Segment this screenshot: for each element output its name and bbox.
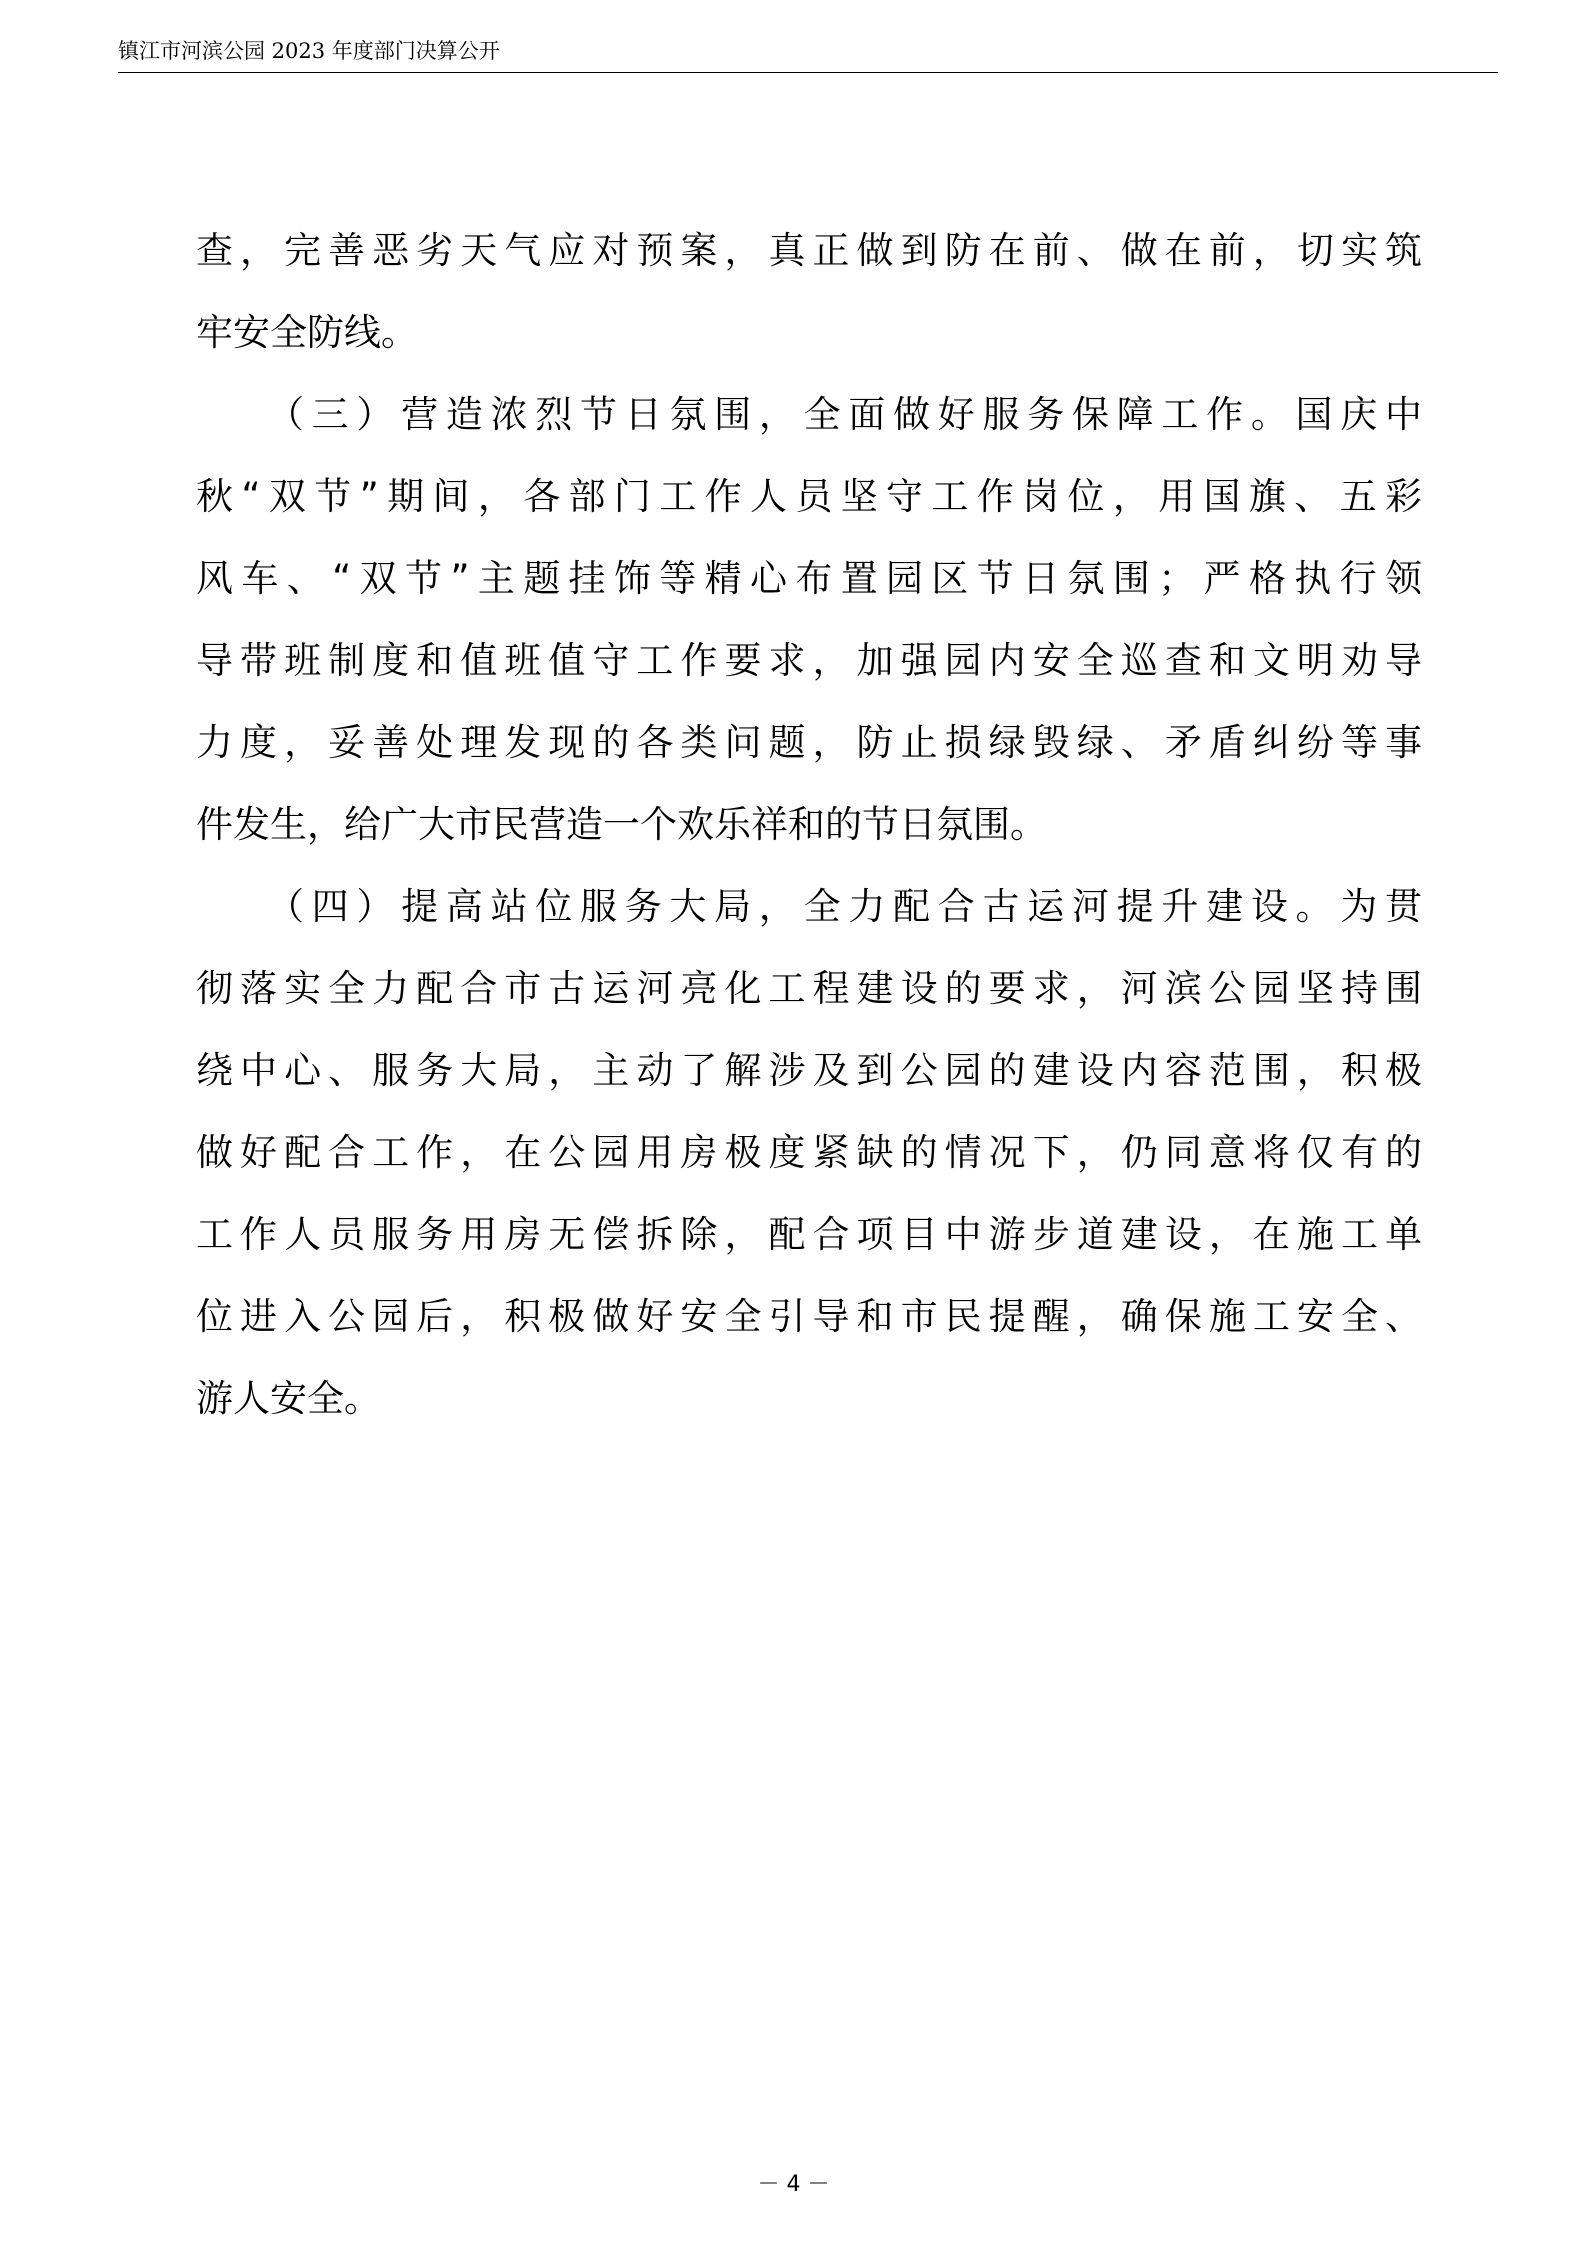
body-line: 导带班制度和值班值守工作要求，加强园内安全巡查和文明劝导 <box>196 639 1422 682</box>
body-line: 秋“双节”期间，各部门工作人员坚守工作岗位，用国旗、五彩 <box>196 475 1422 518</box>
body-line: 做好配合工作，在公园用房极度紧缺的情况下，仍同意将仅有的 <box>196 1131 1422 1174</box>
page-header <box>118 32 1498 73</box>
body-line: 游人安全。 <box>196 1377 381 1420</box>
body-line: （三）营造浓烈节日氛围，全面做好服务保障工作。国庆中 <box>196 393 1422 436</box>
body-line: 风车、“双节”主题挂饰等精心布置园区节日氛围；严格执行领 <box>196 557 1422 600</box>
body-line: 牢安全防线。 <box>196 311 418 354</box>
body-line: 查，完善恶劣天气应对预案，真正做到防在前、做在前，切实筑 <box>196 229 1422 272</box>
body-line: 力度，妥善处理发现的各类问题，防止损绿毁绿、矛盾纠纷等事 <box>196 721 1422 764</box>
body-line: 位进入公园后，积极做好安全引导和市民提醒，确保施工安全、 <box>196 1295 1422 1338</box>
body-line: 工作人员服务用房无偿拆除，配合项目中游步道建设，在施工单 <box>196 1213 1422 1256</box>
body-line: （四）提高站位服务大局，全力配合古运河提升建设。为贯 <box>196 885 1422 928</box>
document-body <box>196 210 1422 1440</box>
page-number: － 4 － <box>757 2172 830 2197</box>
body-line: 件发生，给广大市民营造一个欢乐祥和的节日氛围。 <box>196 803 1047 846</box>
body-line: 绕中心、服务大局，主动了解涉及到公园的建设内容范围，积极 <box>196 1049 1422 1092</box>
page-header-title: 镇江市河滨公园 2023 年度部门决算公开 <box>118 39 500 63</box>
body-line: 彻落实全力配合市古运河亮化工程建设的要求，河滨公园坚持围 <box>196 967 1422 1010</box>
